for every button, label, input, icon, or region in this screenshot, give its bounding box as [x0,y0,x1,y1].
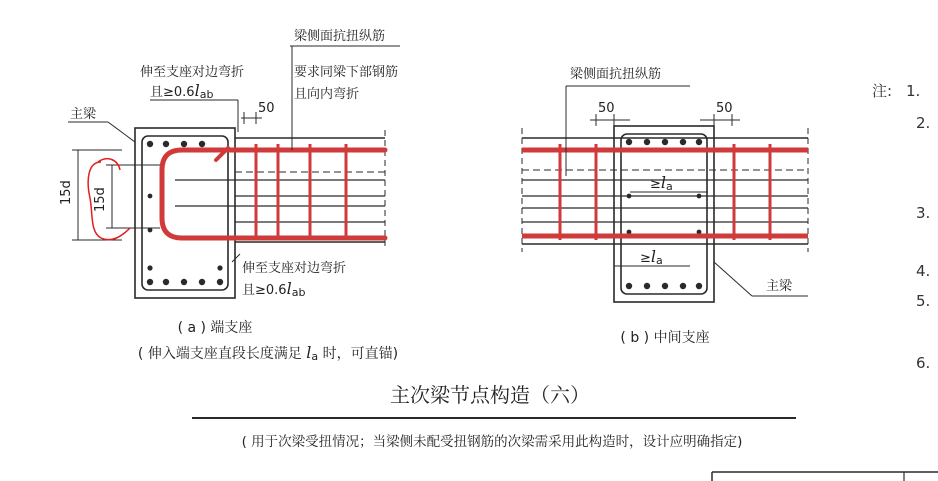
caption-b-title: ( b ) 中间支座 [620,330,710,346]
label-req-line2-a: 且向内弯折 [294,87,360,102]
main-beam-stirrup-b [621,134,707,294]
label-main-beam-a: 主梁 [70,107,97,122]
dim-la-lower-b: ≥la [640,247,663,267]
note-2: 2. [916,114,931,132]
label-bend-line1-a: 伸至支座对边弯折 [140,65,245,80]
note-3: 3. [916,204,931,222]
label-req-line1-a: 要求同梁下部钢筋 [294,65,399,80]
dim-50-left-b: 50 [598,101,615,116]
note-1: 1. [906,82,921,100]
diagram-a-end-support [59,28,400,363]
red-rebars-b [522,150,808,236]
label-bend-line2-a: 且≥0.6lab [150,81,214,101]
dim-15d-inner: 15d [93,187,108,212]
caption-a-title: ( a ) 端支座 [177,320,253,336]
label-bottom-bend-line1-a: 伸至支座对边弯折 [242,261,347,276]
label-bottom-bend-line2-a: 且≥0.6lab [242,279,306,299]
caption-a-note: ( 伸入端支座直段长度满足 la 时，可直锚) [137,343,399,363]
label-torsion-bar-b: 梁侧面抗扭纵筋 [570,67,662,82]
dim-50-a: 50 [258,101,275,116]
notes-column [872,82,930,372]
note-6: 6. [916,354,931,372]
page-subtitle: ( 用于次梁受扭情况；当梁侧未配受扭钢筋的次梁需采用此构造时，设计应明确指定) [241,434,743,450]
secondary-stirrups-a [256,144,346,238]
main-beam-rebars-b [626,139,702,289]
dim-la-upper-b: ≥la [650,173,673,193]
label-torsion-bar-a: 梁侧面抗扭纵筋 [294,29,386,44]
red-rebars-a [162,148,385,238]
diagram-b-middle-support [522,66,808,346]
notes-prefix: 注: [872,82,893,100]
note-5: 5. [916,292,931,310]
dim-15d-outer: 15d [59,180,74,205]
dim-50-right-b: 50 [716,101,733,116]
label-main-beam-b: 主梁 [766,279,793,294]
page-title: 主次梁节点构造（六） [390,383,590,407]
title-block-frame [712,472,938,481]
note-4: 4. [916,262,931,280]
main-beam-rebars-a [147,141,223,285]
